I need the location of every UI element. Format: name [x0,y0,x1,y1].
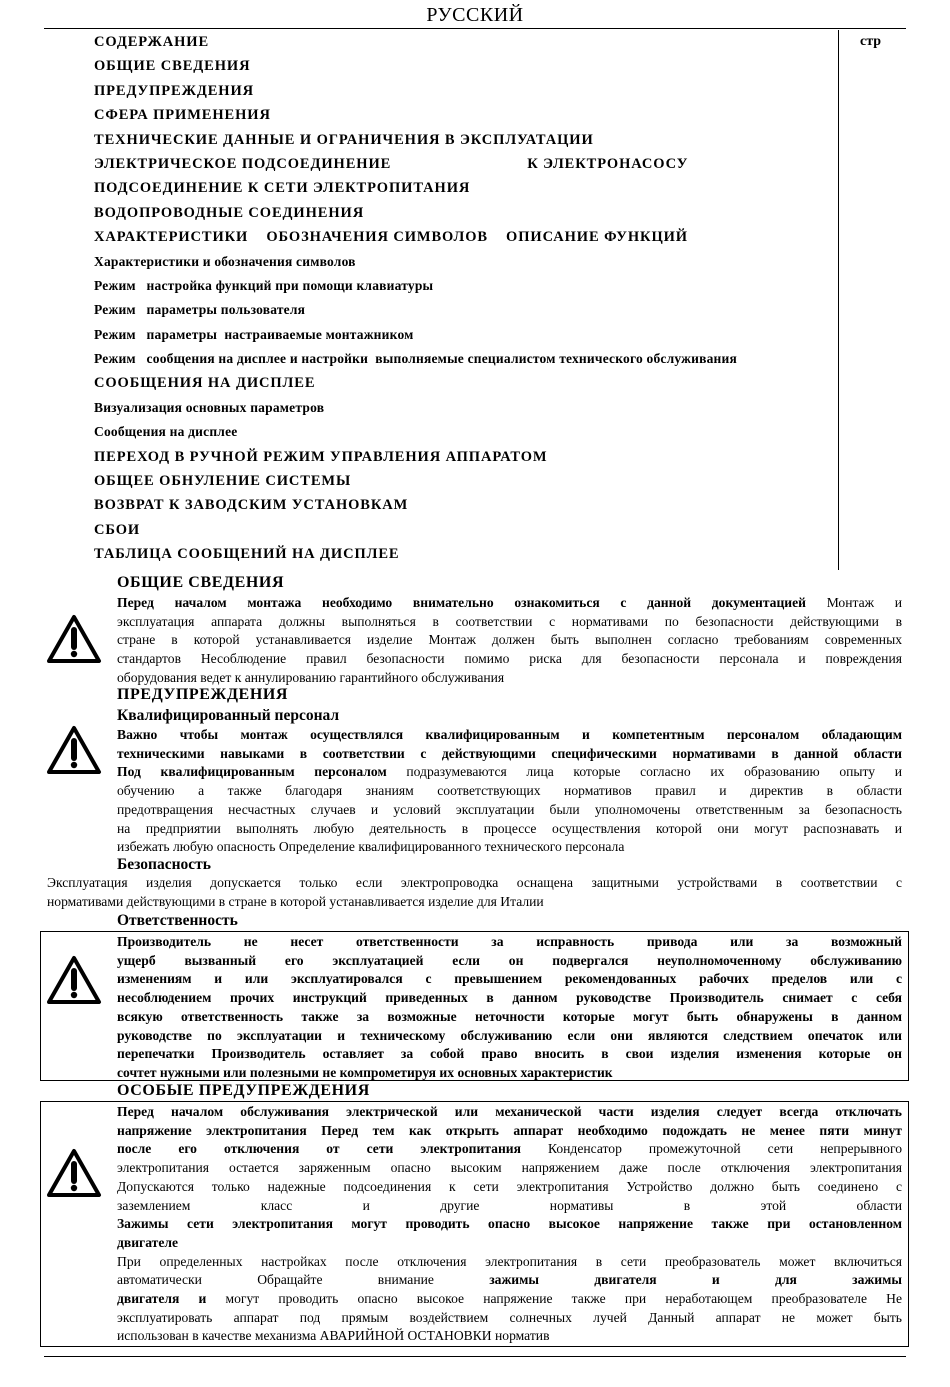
toc-item-label: ПОДСОЕДИНЕНИЕ К СЕТИ ЭЛЕКТРОПИТАНИЯ [94,180,471,197]
toc-item-label: ТЕХНИЧЕСКИЕ ДАННЫЕ И ОГРАНИЧЕНИЯ В ЭКСПЛУАТАЦИИ [94,131,594,148]
regular-text: заземлением класс и другие нормативы в этой области [117,1197,902,1213]
bold-text: сочтет нужными или полезными не компрометируя их основных характеристик [117,1064,613,1080]
text-line [117,1178,902,1197]
text-line [117,594,902,613]
regular-text: избежать любую опасность Определение квалифицированного технического персонала [117,839,625,855]
text-line [117,1045,902,1064]
bold-text: перепечатки Производитель оставляет за собой право вносить в свои изделия изменения которые он [117,1046,902,1062]
bold-text: ущерб вызванный его эксплуатацией если он подвергался неуполномоченному обслуживанию [117,952,902,968]
toc-item [94,56,839,80]
bold-text: Зажимы сети электропитания могут проводить опасно высокое напряжение также при остановленном [117,1216,902,1232]
bold-text: техническими навыками в соответствии с действующими специфическими нормативами в данной области [117,745,902,761]
toc-item-label: ОБЩЕЕ ОБНУЛЕНИЕ СИСТЕМЫ [94,473,352,490]
warning-triangle-icon [46,614,102,664]
toc-item [94,252,839,276]
toc-item-label: СБОИ [94,521,141,538]
bold-text: напряжение электропитания Перед тем как открыть аппарат необходимо подождать не менее пяти минут [117,1122,902,1138]
toc-item [94,130,839,154]
text-line [117,801,902,820]
text-line [117,1008,902,1027]
toc-item-label: СФЕРА ПРИМЕНЕНИЯ [94,107,271,124]
bold-text: Производитель не несет ответственности за исправность привода или за возможный [117,934,902,949]
text-line [117,1140,902,1159]
toc-item [94,447,839,471]
text-line [117,669,902,688]
toc-item-label: ЭЛЕКТРИЧЕСКОЕ ПОДСОЕДИНЕНИЕ [94,155,392,172]
responsibility-paragraph [117,933,902,1083]
toc-item [94,32,839,56]
safety-paragraph [47,874,902,911]
text-line [117,1064,902,1083]
warning-triangle-icon [46,1148,102,1198]
text-line [117,1215,902,1234]
footer-rule [44,1356,906,1357]
regular-text: электропитания остается заряженным опасно высоким напряжением даже после отключения электропитания [117,1160,902,1176]
regular-text: могут проводить опасно высокое напряжение также при неработающем преобразователе Не [206,1291,902,1307]
regular-text: на предприятии выполнять любую деятельность в процессе осуществления которой они могут распознавать и [117,820,902,836]
text-line [117,1122,902,1141]
toc-item-label: ТАБЛИЦА СООБЩЕНИЙ НА ДИСПЛЕЕ [94,546,400,563]
toc-item [94,495,839,519]
toc-item [94,178,839,202]
regular-text: Допускаются только надежные подсоединения к сети электропитания Устройство должно быть соединено с [117,1178,902,1194]
regular-text: обучению а также благодаря знаниям соответствующих нормативов правил и директив в области [117,783,902,799]
toc-item [94,520,839,544]
text-line: нормативами действующими в стране в которой устанавливается изделие для Италии [47,893,544,909]
text-line [117,745,902,764]
regular-text: Монтаж и [806,595,902,610]
regular-text: эксплуатировать аппарат под прямым воздействием солнечных лучей Данный аппарат не может быть [117,1309,902,1325]
toc-item [94,81,839,105]
bold-text: Перед началом монтажа необходимо внимательно ознакомиться с данной документацией [117,595,807,610]
text-line [117,1271,902,1290]
regular-text: При определенных настройках после отключения электропитания в сети преобразователь может включиться [117,1253,902,1269]
text-line [117,763,902,782]
bold-text: двигателя и [117,1291,207,1307]
safety-title: Безопасность [117,856,211,873]
header-rule [44,28,906,29]
toc-item-label: Визуализация основных параметров [94,399,325,415]
regular-text: автоматически Обращайте внимание [117,1272,490,1288]
toc-item [94,154,839,178]
toc-item [94,373,839,397]
text-line [117,726,902,745]
regular-text: стране в которой устанавливается изделие Монтаж должен быть выполнен согласно требованиям современных [117,632,902,648]
toc-item-label: СООБЩЕНИЯ НА ДИСПЛЕЕ [94,375,316,392]
toc-item [94,227,839,251]
toc-item-label: Режим параметры настраиваемые монтажником [94,326,414,342]
text-line [117,1290,902,1309]
text-line [117,989,902,1008]
regular-text: предотвращения несчастных случаев и условий эксплуатации были уполномочены ответственным за безопасность [117,801,902,817]
text-line [117,820,902,839]
text-line [117,1027,902,1046]
toc-item [94,471,839,495]
toc-item [94,398,839,422]
qualified-personnel-title: Квалифицированный персонал [117,707,340,724]
bold-text: всякую ответственность также за возможные неточности которые могут быть обнаружены в данном [117,1008,902,1024]
toc-item-label: ОБЩИЕ СВЕДЕНИЯ [94,58,251,75]
text-line [117,1103,902,1122]
text-line [117,613,902,632]
toc-item [94,300,839,324]
bold-text: руководстве по эксплуатации и техническому обслуживанию если они являются следствием опечаток или [117,1027,902,1043]
text-line: Эксплуатация изделия допускается только если электропроводка оснащена защитными устройствами в соответствии с [47,875,902,890]
text-line [117,1309,902,1328]
toc-item [94,325,839,349]
text-line [117,970,902,989]
text-line [117,782,902,801]
toc-item-label: ХАРАКТЕРИСТИКИ ОБОЗНАЧЕНИЯ СИМВОЛОВ ОПИСАНИЕ ФУНКЦИЙ [94,229,688,246]
special-warnings-title: ОСОБЫЕ ПРЕДУПРЕЖДЕНИЯ [117,1082,370,1099]
text-line [117,952,902,971]
warning-triangle-icon [46,955,102,1005]
toc-item-label: ВОДОПРОВОДНЫЕ СОЕДИНЕНИЯ [94,204,365,221]
warning-triangle-icon [46,725,102,775]
toc-item [94,422,839,446]
text-line [117,650,902,669]
toc-item-label-continued: К ЭЛЕКТРОНАСОСУ [527,155,689,172]
regular-text: Конденсатор промежуточной сети непрерывного [520,1141,902,1157]
general-section-title: ОБЩИЕ СВЕДЕНИЯ [117,574,285,591]
toc-item-label: ПРЕДУПРЕЖДЕНИЯ [94,82,255,99]
toc-item-label: Режим сообщения на дисплее и настройки выполняемые специалистом технического обслуживания [94,351,738,367]
bold-text: несоблюдением прочих инструкций приведенных в данном руководстве Производитель снимает с себя [117,990,902,1006]
general-paragraph [117,594,902,688]
text-line [117,631,902,650]
text-line [117,1197,902,1216]
text-line [117,1234,902,1253]
toc-item [94,349,839,373]
toc-item [94,276,839,300]
toc-item-label: Сообщения на дисплее [94,424,238,440]
special-warnings-paragraph [117,1103,902,1346]
page-title: РУССКИЙ [426,4,524,26]
bold-text: Важно чтобы монтаж осуществлялся квалифицированным и компетентным персоналом обладающим [117,727,902,742]
bold-text: Под квалифицированным персоналом [117,764,387,780]
text-line [117,1159,902,1178]
bold-text: после его отключения от сети электропитания [117,1141,521,1157]
toc-item [94,105,839,129]
toc-item [94,203,839,227]
regular-text: эксплуатация аппарата должны выполняться в соответствии с нормативами по безопасности действующими в [117,613,902,629]
responsibility-title: Ответственность [117,912,238,929]
regular-text: стандартов Несоблюдение правил безопасности помимо риска для безопасности персонала и повреждения [117,651,902,667]
text-line [117,838,902,857]
bold-text: изменениям и или эксплуатировался с превышением рекомендованных рабочих пределов или с [117,971,902,987]
warnings-section-title: ПРЕДУПРЕЖДЕНИЯ [117,686,289,703]
regular-text: оборудования ведет к аннулированию гарантийного обслуживания [117,669,505,685]
toc-item-label: Режим настройка функций при помощи клавиатуры [94,277,434,293]
toc-item-label: ВОЗВРАТ К ЗАВОДСКИМ УСТАНОВКАМ [94,497,409,514]
table-of-contents [94,32,839,569]
text-line [117,1327,902,1346]
bold-text: зажимы двигателя и для зажимы [489,1272,902,1288]
toc-item-label: СОДЕРЖАНИЕ [94,34,210,50]
text-line [117,933,902,952]
toc-page-column-label: стр [860,34,882,49]
toc-item-label: ПЕРЕХОД В РУЧНОЙ РЕЖИМ УПРАВЛЕНИЯ АППАРАТОМ [94,448,548,465]
bold-text: Перед началом обслуживания электрической или механической части изделия следует всегда отключать [117,1104,902,1119]
bold-text: двигателе [117,1234,179,1250]
text-line [117,1253,902,1272]
toc-item-label: Режим параметры пользователя [94,302,306,318]
qualified-personnel-paragraph [117,726,902,857]
toc-item-label: Характеристики и обозначения символов [94,253,356,269]
regular-text: использован в качестве механизма АВАРИЙНОЙ ОСТАНОВКИ норматив [117,1328,550,1344]
regular-text: подразумеваются лица которые согласно их образованию опыту и [386,764,902,780]
toc-item [94,544,839,568]
